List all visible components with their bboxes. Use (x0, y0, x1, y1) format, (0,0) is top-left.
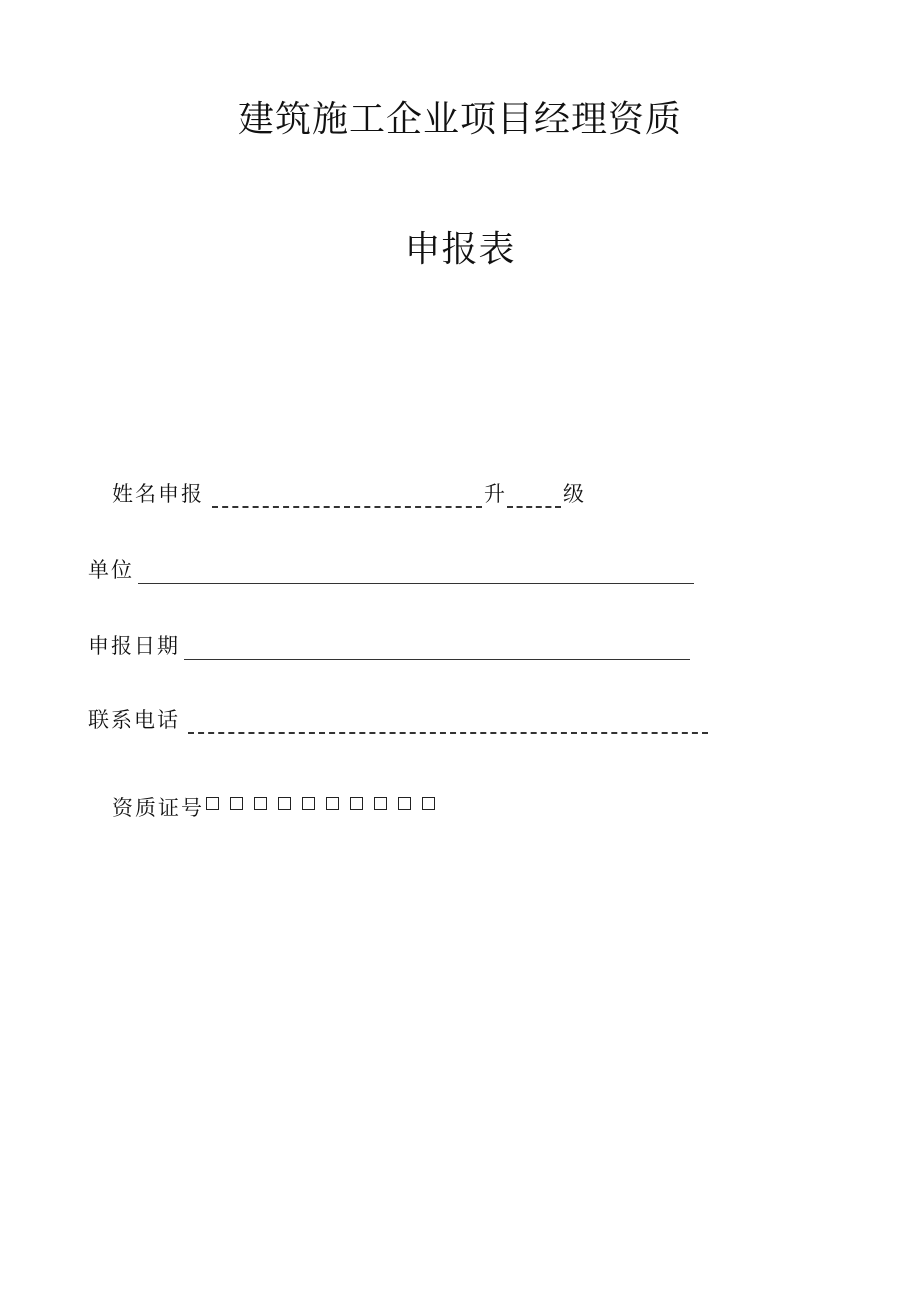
date-field (88, 632, 690, 660)
document-subtitle: 申报表 (404, 229, 516, 270)
date-label: 申报日期 (88, 634, 180, 658)
name-blank[interactable] (212, 492, 482, 508)
unit-field (88, 556, 694, 584)
document-title: 建筑施工企业项目经理资质 (237, 99, 682, 140)
upgrade-label: 升 (484, 482, 505, 506)
certificate-digit-box[interactable] (254, 797, 267, 810)
certificate-label: 资质证号 (112, 796, 204, 820)
certificate-digit-box[interactable] (350, 797, 363, 810)
date-blank[interactable] (184, 637, 690, 660)
unit-label: 单位 (88, 558, 134, 582)
certificate-digit-box[interactable] (230, 797, 243, 810)
certificate-digit-box[interactable] (302, 797, 315, 810)
unit-blank[interactable] (138, 561, 694, 584)
level-label: 级 (563, 482, 584, 506)
phone-blank[interactable] (188, 718, 708, 734)
certificate-digit-box[interactable] (374, 797, 387, 810)
certificate-digit-box[interactable] (206, 797, 219, 810)
phone-field (88, 706, 708, 734)
certificate-field (112, 794, 435, 822)
certificate-digit-box[interactable] (326, 797, 339, 810)
certificate-digit-box[interactable] (398, 797, 411, 810)
level-blank[interactable] (507, 492, 561, 508)
certificate-digit-box[interactable] (278, 797, 291, 810)
certificate-digit-box[interactable] (422, 797, 435, 810)
certificate-boxes (204, 794, 435, 822)
name-level-field (112, 480, 584, 508)
name-label: 姓名申报 (112, 482, 204, 506)
phone-label: 联系电话 (88, 708, 180, 732)
